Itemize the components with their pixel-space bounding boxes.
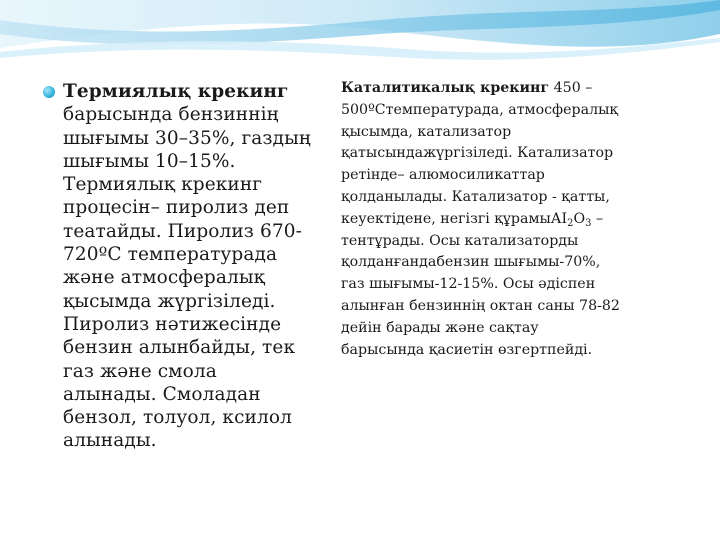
catalytic-cracking-body-part-2: –тентұрады. Осы катализаторды қолданғандабензин шығымы-70%, газ шығымы-12-15%. Осы әдіспен алынған бензиннің октан саны 78-82 дейін барады және сақтау барысында қасиетін өзгертпейді. bbox=[341, 210, 620, 358]
thermal-cracking-heading: Термиялық крекинг bbox=[63, 81, 289, 102]
header-wave-decoration bbox=[0, 0, 720, 80]
thermal-cracking-body: барысында бензиннің шығымы 30–35%, газдың шығымы 10–15%. Термиялық крекинг процесін– пиролиз деп театайды. Пиролиз 670-720ºС температурада және атмосфералық қысымда жүргізіледі. Пиролиз нәтижесінде бензин алынбайды, тек газ және смола алынады. Смоладан бензол, толуол, ксилол алынады. bbox=[63, 104, 311, 452]
thermal-cracking-text bbox=[63, 80, 311, 453]
formula-oxygen: O bbox=[573, 210, 586, 227]
formula-subscript-3: 3 bbox=[585, 217, 592, 229]
bullet-icon bbox=[43, 86, 55, 98]
catalytic-cracking-section bbox=[341, 78, 626, 361]
catalytic-cracking-text bbox=[341, 78, 626, 361]
catalytic-cracking-body-part-1: 450 – 500ºСтемпературада, атмосфералық қысымда, катализатор қатысындажүргізіледі. Катализатор ретінде– алюмосиликаттар қолданылады. Катализатор - қатты, кеуектідене, негізгі құрамыАI bbox=[341, 80, 619, 227]
catalytic-cracking-heading: Каталитикалық крекинг bbox=[341, 80, 550, 96]
thermal-cracking-section bbox=[43, 80, 311, 453]
formula-subscript-2: 2 bbox=[567, 217, 574, 229]
